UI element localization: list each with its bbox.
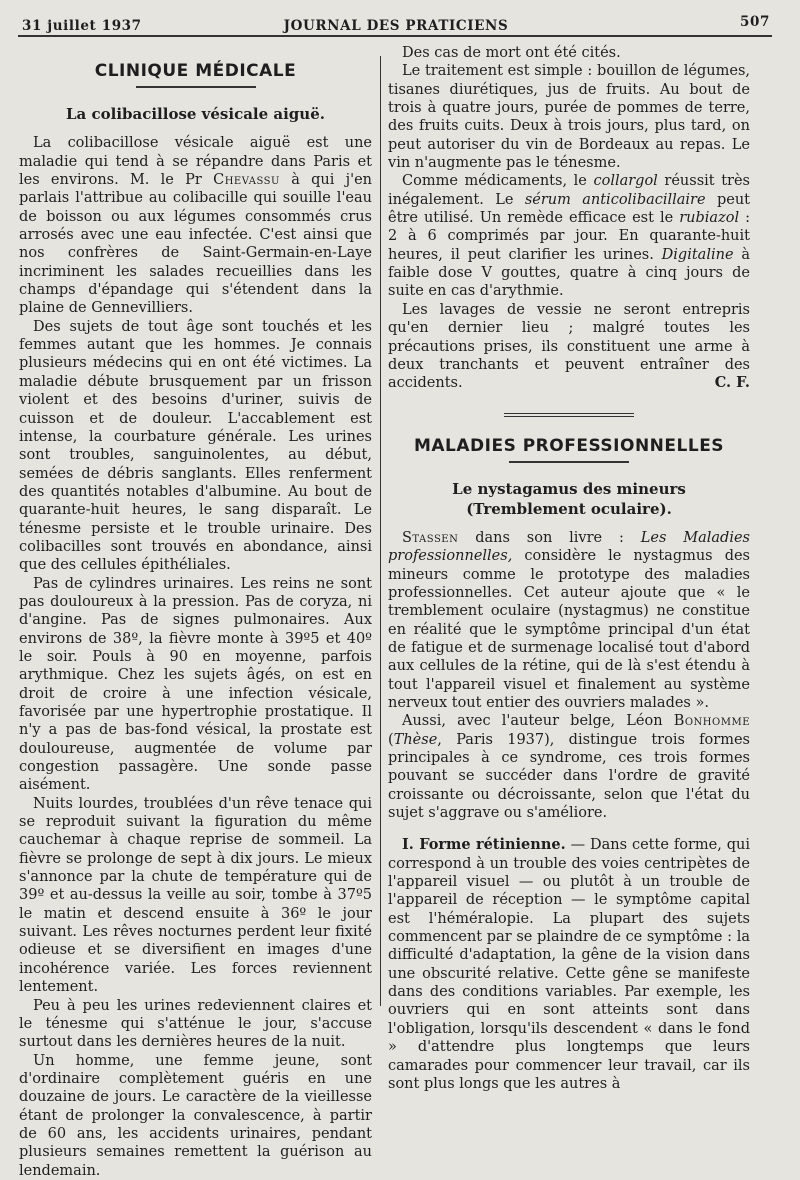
paragraph: Le traitement est simple : bouillon de légumes, tisanes diurétiques, jus de fruits. Au bout de trois à quatre jours, purée de pommes de terre, des fruits cuits. Deux à trois jours, plus tard, on peut autoriser du vin de Bordeaux au repas. Le vin n'augmente pas le ténesme. xyxy=(388,63,750,172)
paragraph: Nuits lourdes, troublées d'un rêve tenace qui se reproduit suivant la figuration du même cauchemar à chaque reprise de sommeil. La fièvre se prolonge de sept à dix jours. Le mieux s'annonce par la chute de température qui de 39º et au-dessus la veille au soir, tombe à 37º5 le matin et descend ensuite à 36º le jour suivant. Les rêves nocturnes perdent leur fixité odieuse et se diversifient en images d'une incohérence variée. Les forces reviennent lentement. xyxy=(19,795,372,996)
page-header xyxy=(22,14,770,36)
paragraph: I. Forme rétinienne. — Dans cette forme, qui correspond à un trouble des voies centripètes de l'appareil visuel — ou plutôt à un trouble de l'appareil de réception — le symptôme capital est l'héméralopie. La plupart des sujets commencent par se plaindre de ce symptôme : la difficulté d'adaptation, la gêne de la vision dans une obscurité relative. Cette gêne se manifeste dans des conditions variables. Par exemple, les ouvriers qui en sont atteints sont dans l'obligation, lorsqu'ils descendent « dans le fond » d'attendre plus longtemps que leurs camarades pour commencer leur travail, car ils sont plus longs que les autres à xyxy=(388,836,750,1092)
author-name: Stassen xyxy=(402,529,459,546)
page-number: 507 xyxy=(740,14,770,30)
left-column xyxy=(19,44,372,1180)
section-title-maladies: MALADIES PROFESSIONNELLES xyxy=(413,435,725,456)
subsection-heading: I. Forme rétinienne. xyxy=(402,836,566,854)
paragraph: Des cas de mort ont été cités. xyxy=(402,45,621,61)
paragraph: Les lavages de vessie ne seront entrepris qu'en dernier lieu ; malgré toutes les précautions prises, ils constituent une arme à deux tranchants et peuvent entraîner des accidents. C. F. xyxy=(388,301,750,392)
paragraph: Pas de cylindres urinaires. Les reins ne sont pas douloureux à la pression. Pas de coryza, ni d'angine. Pas de signes pulmonaires. Aux environs de 38º, la fièvre monte à 39º5 et 40º le soir. Pouls à 90 en moyenne, parfois arythmique. Chez les sujets âgés, on est en droit de croire à une infection vésicale, favorisée par une hypertrophie prostatique. Il n'y a pas de bas-fond vésical, la prostate est douloureuse, augmentée de volume par congestion passagère. Une sonde passe aisément. xyxy=(19,575,372,794)
article-separator xyxy=(504,413,634,417)
journal-title: JOURNAL DES PRATICIENS xyxy=(283,18,509,34)
paragraph: Stassen dans son livre : Les Maladies professionnelles, considère le nystagmus des mineurs comme le prototype des maladies professionnelles. Cet auteur ajoute que « le tremblement oculaire (nystagmus) ne constitue en réalité que le symptôme principal d'un état de fatigue et de surmenage localisé tout d'abord aux cellules de la rétine, qui de là s'est étendu à tout l'appareil visuel et finalement au système nerveux tout entier des ouvriers malades ». xyxy=(388,529,750,711)
paragraph: Un homme, une femme jeune, sont d'ordinaire complètement guéris en une douzaine de jours. Le caractère de la vieillesse étant de prolonger la convalescence, à partir de 60 ans, les accidents urinaires, pendant plusieurs semaines remettent la guérison au lendemain. xyxy=(19,1052,372,1179)
signature: C. F. xyxy=(714,374,750,392)
section-rule xyxy=(136,86,256,88)
header-rule xyxy=(18,35,772,37)
paragraph: Aussi, avec l'auteur belge, Léon Bonhomme (Thèse, Paris 1937), distingue trois formes principales à ce syndrome, ces trois formes pouvant se succéder dans l'ordre de gravité croissante ou décroissante, selon que l'état du sujet s'aggrave ou s'améliore. xyxy=(388,713,750,822)
right-column xyxy=(388,44,750,1093)
article-title-colibacillose: La colibacillose vésicale aiguë. xyxy=(66,105,325,124)
paragraph: La colibacillose vésicale aiguë est une maladie qui tend à se répandre dans Paris et les environs. M. le Pr Chevassu à qui j'en parlais l'attribue au colibacille qui souille l'eau de boisson ou aux légumes consommés crus arrosés avec une eau infectée. C'est ainsi que nos confrères de Saint-Germain-en-Laye incriminent les salades recueillies dans les champs d'épandage qui s'étendent dans la plaine de Gennevilliers. xyxy=(19,135,372,317)
paragraph: Des sujets de tout âge sont touchés et les femmes autant que les hommes. Je connais plusieurs médecins qui en ont été victimes. La maladie débute brusquement par un frisson violent et des besoins d'uriner, suivis de cuisson et de douleur. L'accablement est intense, la courbature générale. Les urines sont troubles, sanguinolentes, au début, semées de débris sanglants. Elles renferment des quantités notables d'albumine. Au bout de quarante-huit heures, le sang disparaît. Le ténesme persiste et le trouble urinaire. Des colibacilles sont trouvés en abondance, ainsi que des cellules épithéliales. xyxy=(19,318,372,574)
author-name: Chevassu xyxy=(213,172,280,189)
column-divider xyxy=(380,56,381,1006)
issue-date: 31 juillet 1937 xyxy=(22,18,142,34)
article-title-nystagmus: Le nystagamus des mineurs (Tremblement oculaire). xyxy=(452,479,686,518)
section-title-clinique: CLINIQUE MÉDICALE xyxy=(94,61,297,81)
paragraph: Peu à peu les urines redeviennent claires et le ténesme qui s'atténue le jour, s'accuse surtout dans les dernières heures de la nuit. xyxy=(19,997,372,1051)
paragraph: Comme médicaments, le collargol réussit très inégalement. Le sérum anticolibacillaire peut être utilisé. Un remède efficace est le rubiazol : 2 à 6 comprimés par jour. En quarante-huit heures, il peut clarifier les urines. Digitaline à faible dose V gouttes, quatre à cinq jours de suite en cas d'arythmie. xyxy=(388,173,751,300)
section-rule xyxy=(509,461,629,463)
author-name: Bonhomme xyxy=(673,713,750,730)
